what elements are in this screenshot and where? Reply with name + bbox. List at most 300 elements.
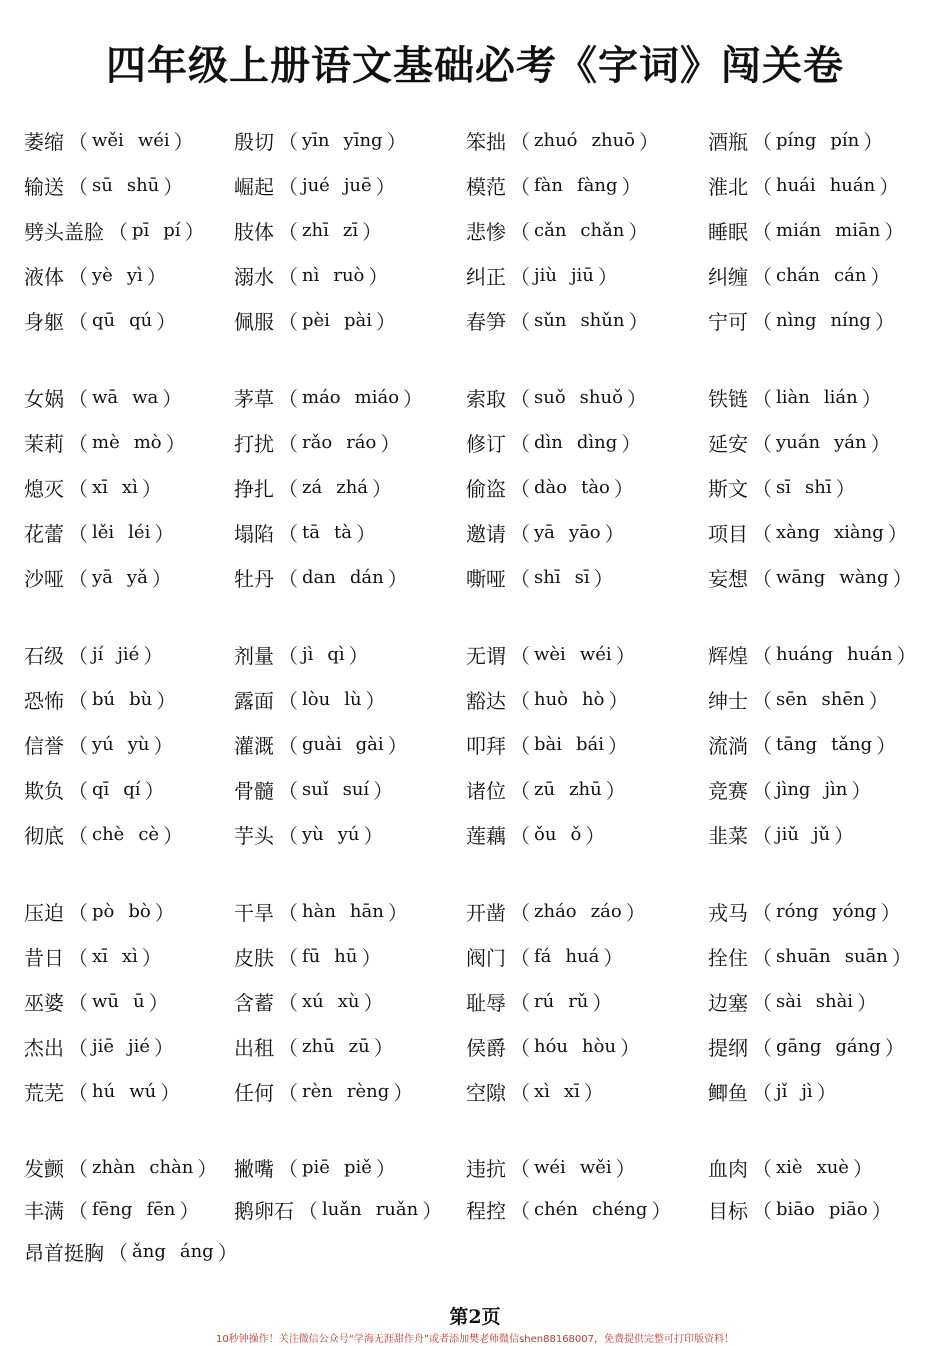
pinyin-option-a[interactable]: rú bbox=[534, 991, 555, 1012]
open-paren: （ bbox=[68, 779, 88, 803]
open-paren: （ bbox=[752, 824, 772, 848]
open-paren: （ bbox=[278, 824, 298, 848]
pinyin-option-a[interactable]: huái bbox=[776, 175, 816, 196]
pinyin-option-b[interactable]: hān bbox=[349, 901, 384, 922]
pinyin-option-a[interactable]: pī bbox=[132, 220, 150, 241]
pinyin-option-a[interactable]: xiè bbox=[776, 1156, 803, 1178]
word-item bbox=[708, 820, 934, 849]
pinyin-option-b[interactable]: lián bbox=[823, 387, 858, 408]
pinyin-option-b[interactable]: piě bbox=[343, 1156, 372, 1178]
pinyin-option-b[interactable]: huán bbox=[847, 644, 893, 665]
pinyin-option-a[interactable]: jí bbox=[92, 644, 104, 665]
word-text: 边塞 bbox=[708, 991, 748, 1015]
pinyin-option-b[interactable]: miáo bbox=[354, 387, 400, 408]
pinyin-option-a[interactable]: jìng bbox=[776, 779, 811, 800]
close-paren: ） bbox=[363, 824, 384, 848]
pinyin-option-b[interactable]: shū bbox=[126, 175, 160, 196]
word-text: 项目 bbox=[708, 522, 748, 546]
open-paren: （ bbox=[68, 567, 88, 591]
open-paren: （ bbox=[278, 779, 298, 803]
close-paren: ） bbox=[348, 644, 369, 668]
pinyin-option-b[interactable]: jì bbox=[801, 1081, 813, 1102]
pinyin-option-a[interactable]: biāo bbox=[776, 1198, 815, 1220]
pinyin-option-a[interactable]: sī bbox=[776, 477, 791, 498]
word-item bbox=[24, 1077, 234, 1106]
pinyin-option-b[interactable]: shēn bbox=[821, 689, 865, 710]
close-paren: ） bbox=[184, 220, 205, 244]
word-item bbox=[708, 473, 934, 502]
pinyin-option-a[interactable]: pò bbox=[92, 901, 115, 922]
pinyin-option-b[interactable]: áng bbox=[179, 1240, 214, 1262]
pinyin-option-b[interactable]: zhá bbox=[336, 477, 369, 498]
pinyin-option-b[interactable]: juē bbox=[343, 175, 372, 196]
word-row bbox=[24, 510, 934, 555]
pinyin-option-b[interactable]: dán bbox=[349, 567, 384, 588]
close-paren: ） bbox=[583, 1081, 604, 1105]
pinyin-option-b[interactable]: jié bbox=[117, 644, 140, 665]
pinyin-option-a[interactable]: suǐ bbox=[302, 779, 329, 800]
pinyin-option-b[interactable]: níng bbox=[830, 310, 871, 331]
pinyin-option-a[interactable]: chén bbox=[534, 1198, 578, 1220]
word-text: 邀请 bbox=[466, 522, 506, 546]
pinyin-option-b[interactable]: qí bbox=[123, 779, 141, 800]
pinyin-option-b[interactable]: chǎn bbox=[580, 220, 625, 241]
pinyin-option-b[interactable]: shǔn bbox=[580, 310, 625, 331]
pinyin-option-b[interactable]: bò bbox=[128, 901, 151, 922]
pinyin-option-b[interactable]: yán bbox=[834, 432, 867, 453]
word-text: 塌陷 bbox=[234, 522, 274, 546]
pinyin-option-b[interactable]: hò bbox=[582, 689, 605, 710]
pinyin-option-a[interactable]: wā bbox=[92, 387, 119, 408]
pinyin-option-a[interactable]: mè bbox=[92, 432, 120, 453]
pinyin-option-a[interactable]: chán bbox=[776, 265, 820, 286]
pinyin-option-a[interactable]: rǎo bbox=[302, 432, 333, 453]
pinyin-option-a[interactable]: piē bbox=[302, 1156, 330, 1178]
pinyin-option-b[interactable]: pín bbox=[830, 130, 860, 151]
word-text: 萎缩 bbox=[24, 130, 64, 154]
pinyin-option-a[interactable]: yè bbox=[92, 265, 113, 286]
open-paren: （ bbox=[68, 522, 88, 546]
word-item bbox=[708, 126, 934, 155]
pinyin-option-b[interactable]: huán bbox=[829, 175, 876, 196]
word-item bbox=[466, 383, 708, 412]
pinyin-option-b[interactable]: shuǒ bbox=[579, 387, 623, 408]
pinyin-option-a[interactable]: hóu bbox=[534, 1036, 569, 1057]
pinyin-option-b[interactable]: xiàng bbox=[834, 522, 884, 543]
word-text: 女娲 bbox=[24, 387, 64, 411]
word-row bbox=[24, 253, 934, 298]
close-paren: ） bbox=[179, 1198, 200, 1223]
open-paren: （ bbox=[278, 689, 298, 713]
pinyin-option-b[interactable]: wàng bbox=[839, 567, 889, 588]
pinyin-option-a[interactable]: rèn bbox=[302, 1081, 333, 1102]
pinyin-option-a[interactable]: xú bbox=[302, 991, 324, 1012]
pinyin-option-b[interactable]: chàn bbox=[149, 1156, 194, 1178]
pinyin-option-b[interactable]: suí bbox=[342, 779, 370, 800]
pinyin-option-b[interactable]: wa bbox=[132, 387, 159, 408]
pinyin-option-a[interactable]: píng bbox=[776, 130, 817, 151]
pinyin-option-a[interactable]: lòu bbox=[302, 689, 331, 710]
word-text: 索取 bbox=[466, 387, 506, 411]
pinyin-option-b[interactable]: tào bbox=[581, 477, 610, 498]
pinyin-option-b[interactable]: shài bbox=[815, 991, 854, 1012]
pinyin-option-b[interactable]: jié bbox=[128, 1036, 150, 1057]
word-row bbox=[24, 889, 934, 934]
pinyin-option-a[interactable]: mián bbox=[776, 220, 822, 241]
pinyin-option-a[interactable]: bài bbox=[534, 734, 563, 755]
pinyin-option-a[interactable]: zhàn bbox=[92, 1156, 136, 1178]
pinyin-option-a[interactable]: zháo bbox=[534, 901, 577, 922]
open-paren: （ bbox=[510, 1081, 530, 1105]
word-text: 戎马 bbox=[708, 901, 748, 925]
pinyin-option-b[interactable]: huá bbox=[565, 946, 600, 967]
open-paren: （ bbox=[510, 432, 530, 456]
close-paren: ） bbox=[896, 644, 917, 668]
word-item bbox=[24, 171, 234, 200]
word-item bbox=[234, 473, 466, 502]
pinyin-option-a[interactable]: xì bbox=[534, 1081, 550, 1102]
word-text: 发颤 bbox=[24, 1156, 64, 1181]
pinyin-option-b[interactable]: xī bbox=[563, 1081, 580, 1102]
open-paren: （ bbox=[510, 734, 530, 758]
pinyin-option-b[interactable]: hū bbox=[334, 946, 358, 967]
pinyin-option-b[interactable]: zhū bbox=[569, 779, 602, 800]
pinyin-option-b[interactable]: yóng bbox=[832, 901, 877, 922]
word-text: 春笋 bbox=[466, 310, 506, 334]
pinyin-option-a[interactable]: hàn bbox=[302, 901, 336, 922]
pinyin-option-b[interactable]: wéi bbox=[579, 644, 612, 665]
pinyin-option-a[interactable]: wāng bbox=[776, 567, 826, 588]
pinyin-option-a[interactable]: ǎng bbox=[132, 1240, 166, 1262]
pinyin-option-b[interactable]: rǔ bbox=[568, 991, 589, 1012]
pinyin-option-b[interactable]: shī bbox=[805, 477, 832, 498]
pinyin-option-b[interactable]: jìn bbox=[824, 779, 848, 800]
pinyin-option-a[interactable]: qī bbox=[92, 779, 110, 800]
pinyin-option-a[interactable]: sài bbox=[776, 991, 802, 1012]
open-paren: （ bbox=[278, 734, 298, 758]
pinyin-option-b[interactable]: qì bbox=[327, 644, 345, 665]
pinyin-option-b[interactable]: tà bbox=[333, 522, 352, 543]
close-paren: ） bbox=[375, 1156, 396, 1181]
open-paren: （ bbox=[752, 901, 772, 925]
pinyin-option-b[interactable]: rèng bbox=[346, 1081, 390, 1102]
pinyin-option-b[interactable]: yì bbox=[126, 265, 143, 286]
word-text: 干旱 bbox=[234, 901, 274, 925]
word-item bbox=[234, 685, 466, 714]
pinyin-option-a[interactable]: nì bbox=[302, 265, 320, 286]
pinyin-option-b[interactable]: wéi bbox=[137, 130, 170, 151]
word-item bbox=[466, 1153, 708, 1182]
pinyin-option-a[interactable]: huò bbox=[534, 689, 569, 710]
pinyin-option-b[interactable]: fēn bbox=[146, 1198, 176, 1220]
pinyin-option-b[interactable]: mò bbox=[133, 432, 162, 453]
pinyin-option-b[interactable]: xì bbox=[121, 946, 138, 967]
pinyin-option-b[interactable]: gáng bbox=[835, 1036, 881, 1057]
word-item bbox=[466, 942, 708, 971]
pinyin-option-a[interactable]: jǐ bbox=[776, 1081, 788, 1102]
pinyin-option-a[interactable]: zū bbox=[534, 779, 556, 800]
pinyin-option-a[interactable]: róng bbox=[776, 901, 819, 922]
pinyin-option-a[interactable]: yù bbox=[302, 824, 324, 845]
word-item bbox=[24, 897, 234, 926]
word-text: 铁链 bbox=[708, 387, 748, 411]
word-item bbox=[24, 126, 234, 155]
pinyin-option-b[interactable]: yǎ bbox=[126, 567, 148, 588]
footer-note: 10秒钟操作！关注微信公众号“学海无涯甜作舟”或者添加樊老师微信shen88168007，免费提供完整可打印版资料！ bbox=[215, 1334, 735, 1345]
pinyin-option-b[interactable]: wú bbox=[129, 1081, 157, 1102]
close-paren: ） bbox=[373, 1036, 394, 1060]
word-text: 溺水 bbox=[234, 265, 274, 289]
close-paren: ） bbox=[816, 1081, 837, 1105]
pinyin-option-a[interactable]: ǒu bbox=[534, 824, 557, 845]
pinyin-option-a[interactable]: máo bbox=[302, 387, 341, 408]
open-paren: （ bbox=[752, 567, 772, 591]
pinyin-option-b[interactable]: záo bbox=[590, 901, 622, 922]
pinyin-option-a[interactable]: luǎn bbox=[322, 1198, 362, 1220]
pinyin-option-a[interactable]: zhū bbox=[302, 1036, 335, 1057]
pinyin-option-b[interactable]: yīng bbox=[343, 130, 383, 151]
pinyin-option-b[interactable]: zhuō bbox=[591, 130, 636, 151]
open-paren: （ bbox=[752, 432, 772, 456]
open-paren: （ bbox=[510, 387, 530, 411]
open-paren: （ bbox=[510, 477, 530, 501]
word-text: 阀门 bbox=[466, 946, 506, 970]
open-paren: （ bbox=[752, 779, 772, 803]
pinyin-option-b[interactable]: jǔ bbox=[812, 824, 831, 845]
open-paren: （ bbox=[510, 265, 530, 289]
open-paren: （ bbox=[68, 432, 88, 456]
pinyin-option-b[interactable]: bái bbox=[576, 734, 605, 755]
close-paren: ） bbox=[146, 265, 167, 289]
close-paren: ） bbox=[154, 522, 175, 546]
pinyin-option-a[interactable]: fàn bbox=[534, 175, 563, 196]
pinyin-option-a[interactable]: wéi bbox=[534, 1156, 566, 1178]
pinyin-option-b[interactable]: yú bbox=[337, 824, 360, 845]
word-row bbox=[24, 934, 934, 979]
pinyin-option-a[interactable]: dào bbox=[534, 477, 568, 498]
pinyin-option-a[interactable]: fēng bbox=[92, 1198, 133, 1220]
pinyin-option-a[interactable]: tā bbox=[302, 522, 320, 543]
word-text: 竞赛 bbox=[708, 779, 748, 803]
close-paren: ） bbox=[375, 310, 396, 334]
pinyin-option-a[interactable]: gāng bbox=[776, 1036, 822, 1057]
pinyin-option-b[interactable]: ū bbox=[133, 991, 145, 1012]
pinyin-option-a[interactable]: jì bbox=[302, 644, 314, 665]
open-paren: （ bbox=[752, 1198, 772, 1223]
close-paren: ） bbox=[884, 220, 905, 244]
pinyin-option-a[interactable]: xī bbox=[92, 946, 108, 967]
word-group bbox=[24, 1146, 934, 1272]
pinyin-option-b[interactable]: yù bbox=[127, 734, 150, 755]
pinyin-option-b[interactable]: cán bbox=[834, 265, 867, 286]
pinyin-option-a[interactable]: bú bbox=[92, 689, 116, 710]
pinyin-option-b[interactable]: sī bbox=[574, 567, 590, 588]
pinyin-option-a[interactable]: dan bbox=[302, 567, 336, 588]
close-paren: ） bbox=[871, 1198, 892, 1223]
close-paren: ） bbox=[834, 824, 855, 848]
open-paren: （ bbox=[68, 175, 88, 199]
pinyin-option-a[interactable]: sēn bbox=[776, 689, 808, 710]
pinyin-option-a[interactable]: sǔn bbox=[534, 310, 567, 331]
pinyin-option-a[interactable]: jiǔ bbox=[776, 824, 799, 845]
open-paren: （ bbox=[68, 901, 88, 925]
close-paren: ） bbox=[380, 432, 401, 456]
word-row bbox=[24, 420, 934, 465]
pinyin-option-b[interactable]: lù bbox=[344, 689, 362, 710]
pinyin-option-b[interactable]: xì bbox=[121, 477, 138, 498]
word-item bbox=[708, 428, 934, 457]
open-paren: （ bbox=[510, 824, 530, 848]
pinyin-option-a[interactable]: qū bbox=[92, 310, 116, 331]
word-text: 宁可 bbox=[708, 310, 748, 334]
pinyin-option-a[interactable]: chè bbox=[92, 824, 125, 845]
pinyin-option-b[interactable]: pí bbox=[163, 220, 181, 241]
pinyin-option-b[interactable]: ruò bbox=[333, 265, 365, 286]
close-paren: ） bbox=[857, 991, 878, 1015]
close-paren: ） bbox=[592, 991, 613, 1015]
pinyin-option-b[interactable]: jiū bbox=[570, 265, 594, 286]
pinyin-option-b[interactable]: zī bbox=[342, 220, 359, 241]
pinyin-option-b[interactable]: fàng bbox=[577, 175, 618, 196]
pinyin-option-a[interactable]: hú bbox=[92, 1081, 116, 1102]
pinyin-option-b[interactable]: léi bbox=[128, 522, 151, 543]
word-text: 淮北 bbox=[708, 175, 748, 199]
close-paren: ） bbox=[625, 901, 646, 925]
word-item bbox=[24, 987, 234, 1016]
pinyin-option-a[interactable]: yú bbox=[92, 734, 114, 755]
pinyin-option-a[interactable]: sū bbox=[92, 175, 113, 196]
pinyin-option-b[interactable]: qú bbox=[129, 310, 153, 331]
pinyin-option-a[interactable]: wū bbox=[92, 991, 119, 1012]
pinyin-option-a[interactable]: yā bbox=[92, 567, 113, 588]
open-paren: （ bbox=[278, 175, 298, 199]
pinyin-option-a[interactable]: zhuó bbox=[534, 130, 578, 151]
pinyin-option-b[interactable]: ruǎn bbox=[375, 1198, 419, 1220]
open-paren: （ bbox=[278, 265, 298, 289]
pinyin-option-b[interactable]: cè bbox=[138, 824, 160, 845]
pinyin-option-b[interactable]: bù bbox=[129, 689, 153, 710]
pinyin-option-a[interactable]: zá bbox=[302, 477, 323, 498]
word-item bbox=[466, 306, 708, 335]
pinyin-option-a[interactable]: pèi bbox=[302, 310, 330, 331]
word-text: 输送 bbox=[24, 175, 64, 199]
pinyin-option-b[interactable]: suān bbox=[844, 946, 888, 967]
pinyin-option-a[interactable]: nìng bbox=[776, 310, 817, 331]
pinyin-option-a[interactable]: tāng bbox=[776, 734, 818, 755]
word-item bbox=[234, 261, 466, 290]
pinyin-option-b[interactable]: gài bbox=[355, 734, 384, 755]
word-text: 叩拜 bbox=[466, 734, 506, 758]
pinyin-option-a[interactable]: huáng bbox=[776, 644, 834, 665]
pinyin-option-b[interactable]: piāo bbox=[828, 1198, 868, 1220]
pinyin-option-a[interactable]: jiē bbox=[92, 1036, 114, 1057]
pinyin-option-b[interactable]: dìng bbox=[576, 432, 618, 453]
word-text: 无谓 bbox=[466, 644, 506, 668]
open-paren: （ bbox=[278, 1036, 298, 1060]
pinyin-option-a[interactable]: xàng bbox=[776, 522, 820, 543]
pinyin-option-b[interactable]: xuè bbox=[816, 1156, 849, 1178]
pinyin-option-b[interactable]: chéng bbox=[591, 1198, 648, 1220]
word-text: 牡丹 bbox=[234, 567, 274, 591]
open-paren: （ bbox=[108, 1240, 128, 1265]
word-row bbox=[24, 465, 934, 510]
word-item bbox=[24, 820, 234, 849]
close-paren: ） bbox=[372, 477, 393, 501]
pinyin-option-a[interactable]: wěi bbox=[92, 130, 124, 151]
word-item bbox=[466, 126, 708, 155]
close-paren: ） bbox=[197, 1156, 218, 1181]
pinyin-option-b[interactable]: tǎng bbox=[831, 734, 873, 755]
pinyin-option-b[interactable]: xù bbox=[337, 991, 360, 1012]
open-paren: （ bbox=[752, 1036, 772, 1060]
pinyin-option-a[interactable]: yuán bbox=[776, 432, 821, 453]
word-item bbox=[708, 685, 934, 714]
pinyin-option-a[interactable]: yā bbox=[534, 522, 555, 543]
pinyin-option-a[interactable]: liàn bbox=[776, 387, 810, 408]
open-paren: （ bbox=[278, 310, 298, 334]
open-paren: （ bbox=[278, 130, 298, 154]
pinyin-option-a[interactable]: wèi bbox=[534, 644, 566, 665]
word-item bbox=[24, 428, 234, 457]
open-paren: （ bbox=[752, 689, 772, 713]
word-text: 目标 bbox=[708, 1198, 748, 1223]
close-paren: ） bbox=[217, 1240, 238, 1265]
word-item bbox=[708, 306, 934, 335]
pinyin-option-a[interactable]: shuān bbox=[776, 946, 831, 967]
word-text: 沙哑 bbox=[24, 567, 64, 591]
word-item bbox=[466, 640, 708, 669]
pinyin-option-b[interactable]: hòu bbox=[582, 1036, 617, 1057]
open-paren: （ bbox=[68, 477, 88, 501]
pinyin-option-b[interactable]: wěi bbox=[579, 1156, 612, 1178]
word-text: 违抗 bbox=[466, 1156, 506, 1181]
pinyin-option-a[interactable]: suǒ bbox=[534, 387, 566, 408]
pinyin-option-a[interactable]: guài bbox=[302, 734, 342, 755]
pinyin-option-a[interactable]: zhī bbox=[302, 220, 329, 241]
pinyin-option-b[interactable]: miān bbox=[835, 220, 881, 241]
word-item bbox=[24, 1153, 234, 1182]
close-paren: ） bbox=[163, 824, 184, 848]
word-item bbox=[466, 730, 708, 759]
pinyin-option-a[interactable]: cǎn bbox=[534, 220, 567, 241]
word-text: 撇嘴 bbox=[234, 1156, 274, 1181]
pinyin-option-a[interactable]: dìn bbox=[534, 432, 563, 453]
pinyin-option-a[interactable]: xī bbox=[92, 477, 108, 498]
word-group bbox=[24, 118, 934, 343]
pinyin-option-b[interactable]: pài bbox=[343, 310, 372, 331]
word-text: 恐怖 bbox=[24, 689, 64, 713]
open-paren: （ bbox=[278, 644, 298, 668]
pinyin-option-a[interactable]: fá bbox=[534, 946, 552, 967]
pinyin-option-a[interactable]: lěi bbox=[92, 522, 115, 543]
word-text: 挣扎 bbox=[234, 477, 274, 501]
word-row bbox=[24, 208, 934, 253]
pinyin-option-a[interactable]: yīn bbox=[302, 130, 330, 151]
pinyin-option-b[interactable]: yāo bbox=[568, 522, 601, 543]
close-paren: ） bbox=[585, 824, 606, 848]
word-item bbox=[466, 1032, 708, 1061]
open-paren: （ bbox=[510, 522, 530, 546]
word-row bbox=[24, 1188, 934, 1230]
pinyin-option-b[interactable]: zū bbox=[348, 1036, 370, 1057]
pinyin-option-b[interactable]: ráo bbox=[346, 432, 377, 453]
pinyin-option-a[interactable]: jué bbox=[302, 175, 330, 196]
pinyin-option-b[interactable]: ǒ bbox=[570, 824, 582, 845]
pinyin-option-a[interactable]: shī bbox=[534, 567, 561, 588]
open-paren: （ bbox=[752, 387, 772, 411]
pinyin-option-a[interactable]: jiù bbox=[534, 265, 557, 286]
pinyin-option-a[interactable]: fū bbox=[302, 946, 321, 967]
